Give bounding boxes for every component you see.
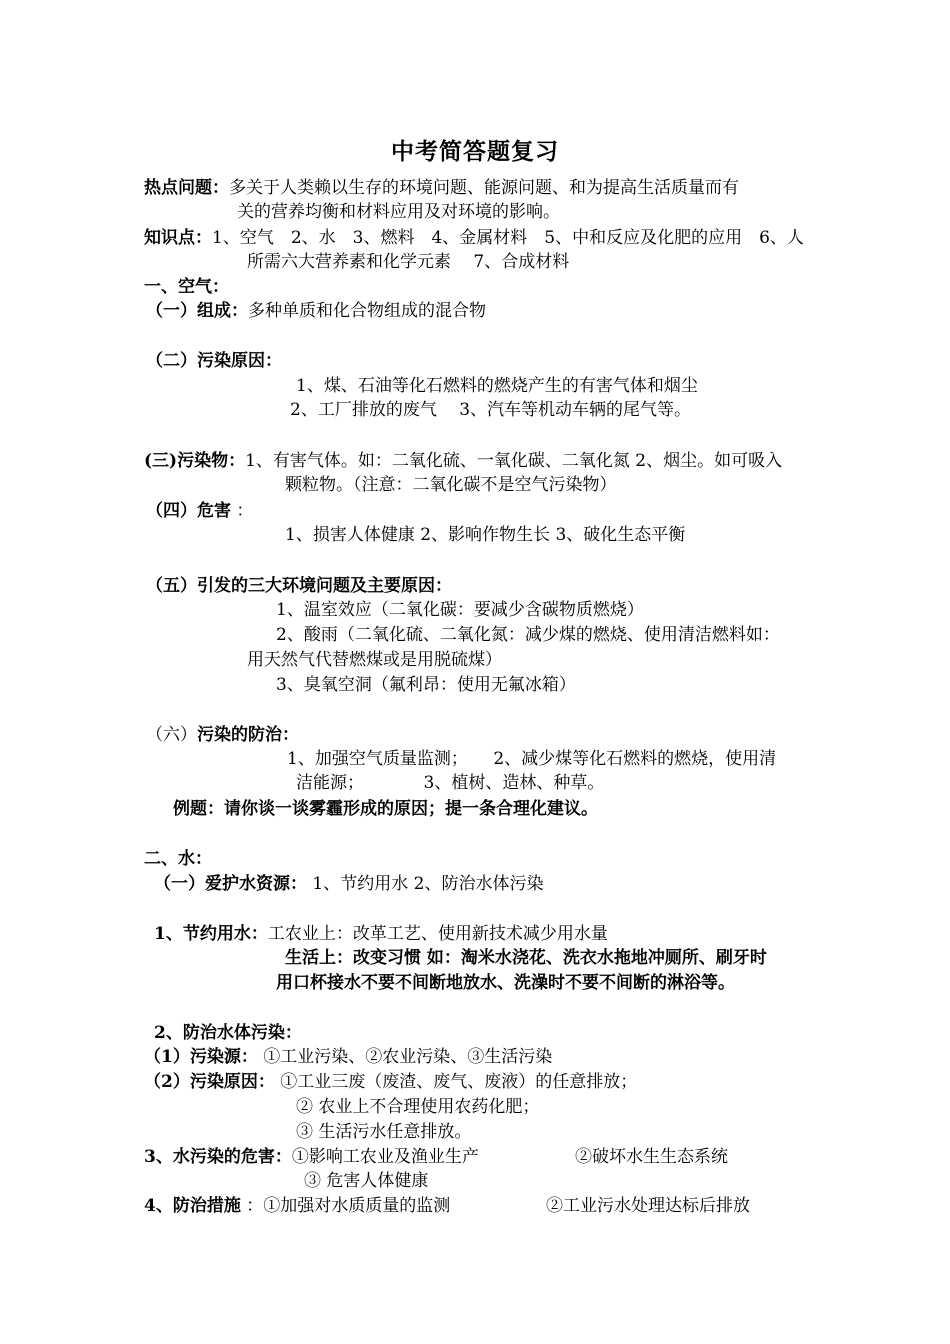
hot-topic-label: 热点问题： — [144, 178, 229, 198]
air-prevention-heading — [146, 723, 299, 747]
water-source-label: （1）污染源： — [144, 1047, 258, 1067]
water-harm-1: ①影响工农业及渔业生产 — [291, 1147, 479, 1167]
hot-topic-line-1 — [144, 176, 739, 200]
water-pollution-source — [144, 1045, 552, 1069]
water-cause-3: ③ 生活污水任意排放。 — [296, 1122, 472, 1142]
knowledge-line-2: 所需六大营养素和化学元素 7、合成材料 — [247, 252, 570, 272]
water-save-text: 工农业上：改革工艺、使用新技术减少用水量 — [267, 924, 608, 944]
water-prevent-heading: 2、防治水体污染： — [154, 1023, 302, 1043]
water-save-life-2: 用口杯接水不要不间断地放水、洗澡时不要不间断的淋浴等。 — [276, 973, 735, 993]
document-title: 中考简答题复习 — [391, 138, 559, 165]
air-issue-2: 2、酸雨（二氧化硫、二氧化氮：减少煤的燃烧、使用清洁燃料如： — [276, 625, 780, 645]
air-example: 例题：请你谈一谈雾霾形成的原因；提一条合理化建议。 — [173, 799, 598, 819]
water-measures-label: 4、防治措施 — [144, 1196, 241, 1216]
water-harm-3: ③ 危害人体健康 — [304, 1171, 429, 1191]
air-issue-3: 3、臭氧空洞（氟利昂：使用无氟冰箱） — [276, 675, 576, 695]
air-pollutants-label: (三)污染物： — [144, 451, 246, 471]
air-prevention-1: 1、加强空气质量监测； 2、减少煤等化石燃料的燃烧，使用清 — [287, 749, 777, 769]
water-save — [154, 922, 608, 946]
air-issue-1: 1、温室效应（二氧化碳：要减少含碳物质燃烧） — [276, 600, 644, 620]
hot-topic-text: 多关于人类赖以生存的环境问题、能源问题、和为提高生活质量而有 — [229, 178, 739, 198]
air-composition-label: （一）组成： — [146, 301, 248, 321]
water-harm — [144, 1145, 479, 1169]
air-pollution-cause-2: 2、工厂排放的废气 3、汽车等机动车辆的尾气等。 — [290, 400, 692, 420]
water-cause-1: ①工业三废（废渣、废气、废液）的任意排放； — [280, 1072, 638, 1092]
knowledge-label: 知识点： — [144, 228, 212, 248]
air-prevention-2: 洁能源； 3、植树、造林、种草。 — [296, 773, 605, 793]
water-measures-colon: ： — [246, 1196, 264, 1216]
water-protect-label: （一）爱护水资源： — [154, 874, 307, 894]
air-prevention-prefix: （六） — [146, 725, 197, 745]
air-pollution-cause-1: 1、煤、石油等化石燃料的燃烧产生的有害气体和烟尘 — [296, 376, 698, 396]
water-harm-label: 3、水污染的危害： — [144, 1147, 292, 1167]
water-harm-2: ②破坏水生生态系统 — [575, 1147, 728, 1167]
section-water-heading: 二、水： — [144, 849, 212, 869]
water-save-label: 1、节约用水： — [154, 924, 268, 944]
air-pollution-cause-label: （二）污染原因： — [146, 351, 282, 371]
water-source-text: ①工业污染、②农业污染、③生活污染 — [263, 1047, 553, 1067]
water-save-life-1: 生活上：改变习惯 如：淘米水浇花、洗衣水拖地冲厕所、刷牙时 — [285, 948, 767, 968]
knowledge-text: 1、空气 2、水 3、燃料 4、金属材料 5、中和反应及化肥的应用 6、人 — [212, 228, 804, 248]
air-issue-2-cont: 用天然气代替燃煤或是用脱硫煤） — [247, 650, 502, 670]
air-harm-colon: ： — [236, 501, 254, 521]
water-cause-2: ② 农业上不合理使用农药化肥； — [296, 1097, 540, 1117]
air-harm-label: （四）危害 — [146, 501, 231, 521]
air-pollutants — [144, 449, 782, 473]
section-air-heading: 一、空气： — [144, 277, 229, 297]
air-pollutants-text-2: 颗粒物。（注意：二氧化碳不是空气污染物） — [285, 475, 617, 495]
air-harm-list: 1、损害人体健康 2、影响作物生长 3、破化生态平衡 — [285, 525, 686, 545]
water-measure-1: ①加强对水质质量的监测 — [263, 1196, 451, 1216]
water-measures — [144, 1194, 450, 1218]
air-harm-heading — [146, 499, 253, 523]
water-protect — [154, 872, 543, 896]
air-composition — [146, 299, 486, 323]
water-cause-label: （2）污染原因： — [144, 1072, 275, 1092]
air-issues-label: （五）引发的三大环境问题及主要原因： — [146, 576, 452, 596]
air-prevention-label: 污染的防治： — [197, 725, 299, 745]
water-pollution-cause — [144, 1070, 637, 1094]
water-protect-text: 1、节约用水 2、防治水体污染 — [312, 874, 544, 894]
hot-topic-line-2: 关的营养均衡和材料应用及对环境的影响。 — [237, 202, 560, 222]
water-measure-2: ②工业污水处理达标后排放 — [546, 1196, 750, 1216]
air-pollutants-text-1: 1、有害气体。如：二氧化硫、一氧化碳、二氧化氮 2、烟尘。如可吸入 — [245, 451, 783, 471]
air-composition-text: 多种单质和化合物组成的混合物 — [248, 301, 486, 321]
knowledge-line-1 — [144, 226, 804, 250]
